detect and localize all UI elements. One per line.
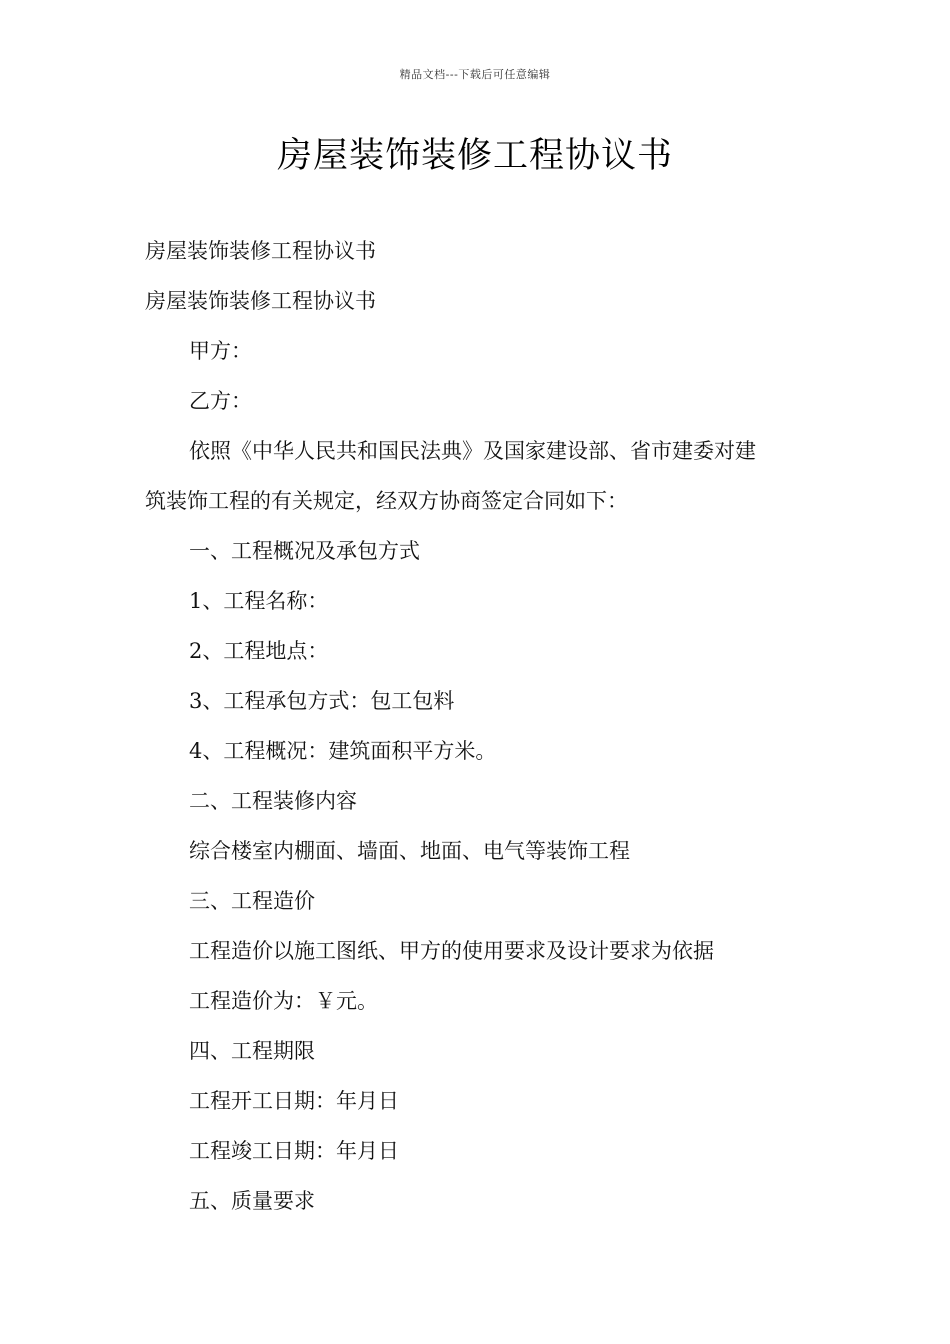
cost-basis: 工程造价以施工图纸、甲方的使用要求及设计要求为依据 [189,939,714,963]
section-heading-2: 二、工程装修内容 [189,789,357,813]
preamble-line-1: 依照《中华人民共和国民法典》及国家建设部、省市建委对建 [189,439,756,463]
completion-date: 工程竣工日期：年月日 [189,1139,399,1163]
document-body [145,226,810,1226]
paragraph-subtitle-2: 房屋装饰装修工程协议书 [145,289,376,313]
header-note: 精品文档---下载后可任意编辑 [399,68,551,81]
document-title: 房屋装饰装修工程协议书 [276,136,673,176]
party-a-label: 甲方： [189,339,252,363]
section-heading-3: 三、工程造价 [189,889,315,913]
clause-project-location: 2、工程地点： [189,639,329,663]
start-date: 工程开工日期：年月日 [189,1089,399,1113]
section-heading-4: 四、工程期限 [189,1039,315,1063]
party-b-label: 乙方： [189,389,252,413]
section-heading-1: 一、工程概况及承包方式 [189,539,420,563]
cost-amount: 工程造价为：￥元。 [189,989,378,1013]
clause-project-overview: 4、工程概况：建筑面积平方米。 [189,739,497,763]
section-heading-5: 五、质量要求 [189,1189,315,1213]
paragraph-subtitle-1: 房屋装饰装修工程协议书 [145,239,376,263]
clause-project-name: 1、工程名称： [189,589,329,613]
preamble-line-2: 筑装饰工程的有关规定，经双方协商签定合同如下： [145,489,628,513]
clause-contract-method: 3、工程承包方式：包工包料 [189,689,455,713]
decoration-content: 综合楼室内棚面、墙面、地面、电气等装饰工程 [189,839,630,863]
